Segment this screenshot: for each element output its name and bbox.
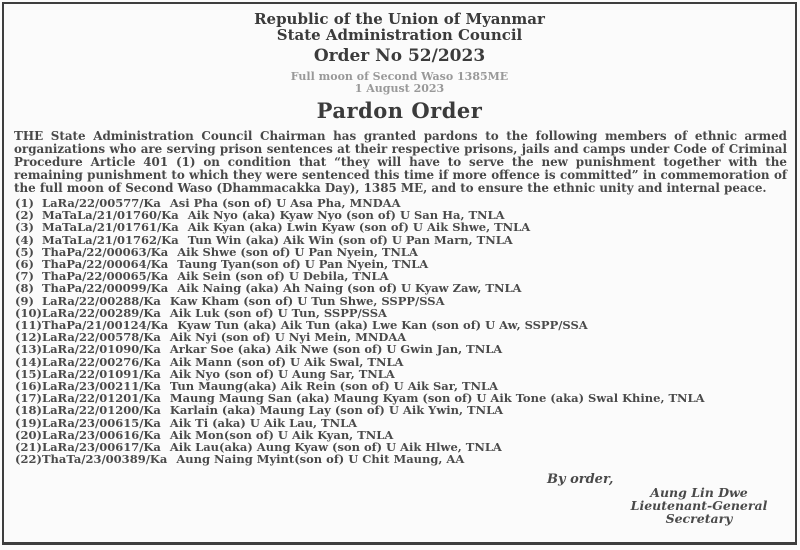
item-person-text: Aik Naing (aka) Ah Naing (son of) U Kyaw Zaw, TNLA	[177, 281, 522, 296]
header-country-line: Republic of the Union of Myanmar	[254, 10, 545, 28]
item-case-code: MaTaLa/21/01760/Ka	[42, 208, 179, 223]
item-number: (21)	[15, 440, 42, 455]
list-item	[15, 221, 787, 233]
pardon-list	[15, 197, 787, 465]
list-item	[15, 295, 787, 307]
date-myanmar-calendar: Full moon of Second Waso 1385ME	[290, 70, 509, 83]
item-person-text: Aik Ti (aka) U Aik Lau, TNLA	[169, 415, 358, 430]
item-person-text: Aik Mon(son of) U Aik Kyan, TNLA	[169, 427, 394, 442]
item-case-code: LaRa/22/01091/Ka	[42, 366, 161, 381]
item-case-code: LaRa/22/01090/Ka	[42, 342, 161, 357]
item-person-text: Aik Nyi (son of) U Nyi Mein, MNDAA	[169, 330, 407, 345]
signatory-rank: Lieutenant-General	[630, 498, 768, 514]
item-case-code: ThaTa/23/00389/Ka	[42, 452, 168, 467]
item-person-text: Aik Kyan (aka) Lwin Kyaw (son of) U Aik Shwe, TNLA	[187, 220, 531, 235]
item-number: (5)	[15, 244, 34, 259]
signature-block	[618, 487, 780, 525]
item-number: (3)	[15, 220, 34, 235]
item-number: (4)	[15, 232, 34, 247]
item-person-text: Karlain (aka) Maung Lay (son of) U Aik Ywin, TNLA	[169, 403, 504, 418]
date-gregorian: 1 August 2023	[354, 81, 445, 95]
item-case-code: LaRa/23/00617/Ka	[42, 440, 161, 455]
header-council-line: State Administration Council	[276, 26, 523, 44]
item-number: (14)	[15, 354, 42, 369]
item-number: (8)	[15, 281, 34, 296]
pardon-order-title: Pardon Order	[316, 98, 483, 123]
item-person-text: Aik Mann (son of) U Aik Swal, TNLA	[169, 354, 404, 369]
item-case-code: ThaPa/22/00064/Ka	[42, 257, 169, 272]
item-number: (9)	[15, 293, 34, 308]
list-item	[15, 453, 787, 465]
list-item	[15, 282, 787, 294]
item-number: (22)	[15, 452, 42, 467]
item-person-text: Aung Naing Myint(son of) U Chit Maung, AA	[176, 452, 465, 467]
preamble-paragraph: THE State Administration Council Chairman has granted pardons to the following members of ethnic armed organizations who are serving prison sentences at their respective prisons, jails and camps under Code of Criminal Procedure Article 401 (1) on condition that “they will have to serve the new punishment together with the remaining punishment to which they were sentenced this time if more offence is committed” in commemoration of the full moon of Second Waso (Dhammacakka Day), 1385 ME, and to ensure the ethnic unity and internal peace.	[14, 129, 787, 195]
item-number: (1)	[15, 196, 34, 210]
item-case-code: LaRa/22/00289/Ka	[42, 305, 161, 320]
order-number: Order No 52/2023	[313, 46, 486, 66]
by-order-label: By order,	[547, 472, 614, 488]
item-number: (2)	[15, 208, 34, 223]
item-number: (18)	[15, 403, 42, 418]
signatory-name: Aung Lin Dwe	[650, 485, 748, 501]
item-case-code: LaRa/22/00288/Ka	[42, 293, 161, 308]
item-number: (12)	[15, 330, 42, 345]
item-person-text: Aik Sein (son of) U Debila, TNLA	[177, 269, 389, 284]
item-person-text: Maung Maung San (aka) Maung Kyam (son of) U Aik Tone (aka) Swal Khine, TNLA	[169, 391, 705, 406]
item-person-text: Kyaw Tun (aka) Aik Tun (aka) Lwe Kan (son of) U Aw, SSPP/SSA	[177, 318, 588, 333]
item-case-code: MaTaLa/21/01761/Ka	[42, 220, 179, 235]
item-case-code: LaRa/22/00276/Ka	[42, 354, 161, 369]
item-number: (10)	[15, 305, 42, 320]
item-person-text: Taung Tyan(son of) U Pan Nyein, TNLA	[177, 257, 429, 272]
item-person-text: Tun Maung(aka) Aik Rein (son of) U Aik Sar, TNLA	[169, 379, 499, 394]
document-border-frame	[2, 2, 797, 545]
item-number: (15)	[15, 366, 42, 381]
item-person-text: Tun Win (aka) Aik Win (son of) U Pan Marn, TNLA	[187, 232, 513, 247]
item-case-code: LaRa/22/00577/Ka	[42, 196, 161, 210]
item-number: (20)	[15, 427, 42, 442]
item-case-code: LaRa/23/00615/Ka	[42, 415, 161, 430]
item-person-text: Aik Shwe (son of) U Pan Nyein, TNLA	[177, 244, 418, 259]
item-person-text: Aik Luk (son of) U Tun, SSPP/SSA	[169, 305, 387, 320]
item-person-text: Aik Nyo (aka) Kyaw Nyo (son of) U San Ha, TNLA	[187, 208, 505, 223]
item-case-code: LaRa/22/01201/Ka	[42, 391, 161, 406]
item-case-code: LaRa/23/00616/Ka	[42, 427, 161, 442]
item-case-code: LaRa/23/00211/Ka	[42, 379, 161, 394]
list-item	[15, 234, 787, 246]
item-number: (11)	[15, 318, 42, 333]
item-person-text: Aik Lau(aka) Aung Kyaw (son of) U Aik Hlwe, TNLA	[169, 440, 502, 455]
item-person-text: Aik Nyo (son of) U Aung Sar, TNLA	[169, 366, 395, 381]
item-number: (16)	[15, 379, 42, 394]
item-person-text: Asi Pha (son of) U Asa Pha, MNDAA	[169, 196, 401, 210]
list-item	[15, 356, 787, 368]
item-number: (7)	[15, 269, 34, 284]
item-number: (19)	[15, 415, 42, 430]
item-case-code: MaTaLa/21/01762/Ka	[42, 232, 179, 247]
document-header	[12, 11, 787, 121]
item-number: (6)	[15, 257, 34, 272]
item-case-code: ThaPa/22/00099/Ka	[42, 281, 169, 296]
item-number: (17)	[15, 391, 42, 406]
item-case-code: ThaPa/22/00065/Ka	[42, 269, 169, 284]
signatory-role: Secretary	[665, 511, 733, 527]
list-item	[15, 404, 787, 416]
item-person-text: Kaw Kham (son of) U Tun Shwe, SSPP/SSA	[169, 293, 445, 308]
list-item	[15, 343, 787, 355]
date-block	[12, 71, 787, 94]
item-person-text: Arkar Soe (aka) Aik Nwe (son of) U Gwin Jan, TNLA	[169, 342, 503, 357]
item-number: (13)	[15, 342, 42, 357]
item-case-code: ThaPa/22/00063/Ka	[42, 244, 169, 259]
item-case-code: LaRa/22/00578/Ka	[42, 330, 161, 345]
item-case-code: ThaPa/21/00124/Ka	[42, 318, 169, 333]
item-case-code: LaRa/22/01200/Ka	[42, 403, 161, 418]
